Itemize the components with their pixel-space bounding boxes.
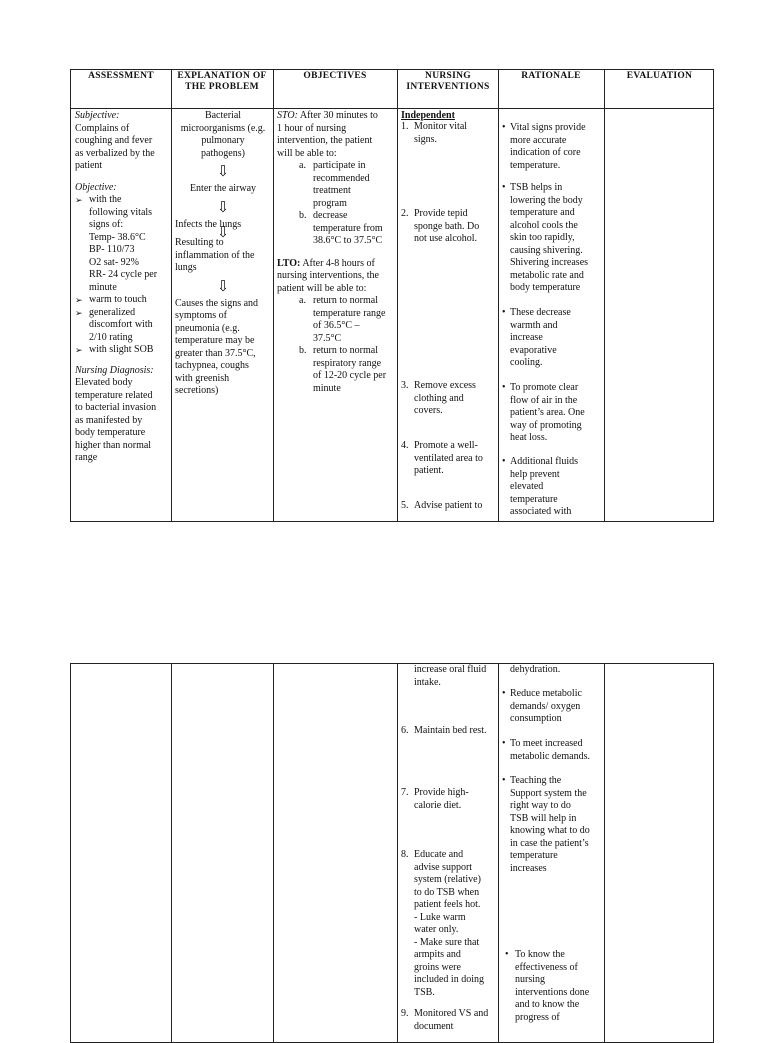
column-divider	[397, 664, 398, 1042]
column-divider	[397, 70, 398, 521]
bullet-icon: •	[502, 688, 506, 699]
bullet-icon: •	[502, 456, 506, 467]
rationale-item: • Vital signs provide more accurate indication of core temperature.	[502, 122, 586, 171]
rationale-item: • Teaching the Support system the right way to do TSB will help in knowing what to do in case the patient’s temperature increases	[502, 775, 590, 874]
explanation-step: Bacterial microorganisms (e.g. pulmonary pathogens)	[180, 110, 266, 159]
intervention-item: 3. Remove excess clothing and covers.	[401, 380, 476, 416]
rationale-item: • TSB helps in lowering the body temperature and alcohol cools the skin too rapidly, causing shivering. Shivering increases metabolic rate and body temperature	[502, 182, 589, 293]
rationale-item: • To promote clear flow of air in the patient’s area. One way of promoting heat loss.	[502, 382, 585, 443]
arrow-bullet-icon: ➢	[75, 195, 83, 205]
subjective-text: coughing and fever	[75, 135, 153, 146]
objective-item: a. participate in recommended treatment program	[299, 160, 370, 209]
assessment-cell	[75, 110, 170, 465]
intervention-continuation: increase oral fluid intake.	[414, 664, 487, 688]
column-divider	[498, 664, 499, 1042]
bullet-icon: •	[502, 122, 506, 133]
bullet-icon: •	[502, 307, 506, 318]
intervention-item: 2. Provide tepid sponge bath. Do not use alcohol.	[401, 208, 480, 244]
bullet-icon: •	[502, 775, 506, 786]
objective-item: ➢ warm to touch	[75, 294, 147, 305]
header-objectives: OBJECTIVES	[303, 71, 367, 81]
subjective-text: as verbalized by the	[75, 147, 155, 159]
independent-heading: Independent	[401, 110, 455, 121]
diagnosis-text: higher than normal	[75, 439, 152, 451]
rationale-item: • These decrease warmth and increase evaporative cooling.	[502, 307, 571, 368]
bullet-icon: •	[502, 382, 506, 393]
interventions-cell	[401, 110, 497, 520]
subjective-text: patient	[75, 160, 103, 171]
intervention-item: 9. Monitored VS and document	[401, 1008, 489, 1032]
header-assessment: ASSESSMENT	[88, 71, 154, 81]
diagnosis-text: as manifested by	[75, 414, 143, 426]
bullet-icon: •	[502, 738, 506, 749]
explanation-cell	[175, 110, 271, 398]
header-explanation: EXPLANATION OF THE PROBLEM	[177, 71, 267, 92]
column-divider	[604, 70, 605, 521]
care-plan-table-page-1	[70, 69, 714, 522]
objectives-cell	[277, 664, 395, 1034]
rationale-item: • To know the effectiveness of nursing interventions done and to know the progress of	[505, 949, 590, 1023]
bullet-icon: •	[502, 182, 506, 193]
lto-label: LTO:	[277, 257, 301, 269]
intervention-item: 8. Educate and advise support system (relative) to do TSB when patient feels hot. - Luke warm water only. - Make sure that armpits and groins were included in doing TSB.	[401, 849, 484, 998]
objective-label: Objective:	[75, 181, 117, 193]
nursing-diagnosis-label: Nursing Diagnosis:	[75, 364, 154, 376]
intervention-item: 1. Monitor vital signs.	[401, 121, 468, 145]
evaluation-cell	[608, 664, 712, 1034]
objective-item: ➢ generalized discomfort with 2/10 rating	[75, 306, 153, 343]
subjective-label: Subjective:	[75, 110, 120, 121]
explanation-step: Resulting to inflammation of the lungs	[175, 237, 255, 273]
rationale-cell	[502, 110, 602, 520]
diagnosis-text: temperature related	[75, 389, 153, 401]
diagnosis-text: range	[75, 452, 98, 463]
interventions-cell	[401, 664, 497, 1039]
column-divider	[498, 70, 499, 521]
objectives-cell: STO: After 30 minutes to 1 hour of nursing intervention, the patient will be able to: a. participate in recommended treatment program b. decrease temperature from 38.6°C to 37.5°C LTO: After 4-8 hours of nursing interventions, the patient will be able to: a. return to normal temperature range of 36.5°C – 37.5°C b. return to normal respiratory range of 12-20 cycle per minute	[277, 110, 395, 395]
diagnosis-text: body temperature	[75, 427, 146, 438]
explanation-cell	[175, 664, 271, 1034]
header-evaluation: EVALUATION	[626, 71, 693, 81]
intervention-item: 6. Maintain bed rest.	[401, 725, 487, 736]
diagnosis-text: Elevated body	[75, 377, 133, 388]
objective-item: ➢ with slight SOB	[75, 344, 154, 355]
column-divider	[273, 70, 274, 521]
rationale-item: • Additional fluids help prevent elevated temperature associated with	[502, 456, 579, 517]
header-nursing-interventions: NURSING INTERVENTIONS	[406, 71, 490, 92]
explanation-step: Causes the signs and symptoms of pneumonia (e.g. temperature may be greater than 37.5°C, tachypnea, coughs with greenish secretions)	[175, 297, 259, 396]
explanation-step: Infects the lungs	[175, 218, 242, 230]
care-plan-table-page-2	[70, 663, 714, 1043]
objective-item: b. return to normal respiratory range of 12-20 cycle per minute	[299, 345, 387, 394]
objective-item: ➢ with the following vitals signs of: Temp- 38.6°C BP- 110/73 O2 sat- 92% RR- 24 cycle per minute	[75, 194, 158, 293]
down-arrow-icon: ⇩	[216, 199, 230, 216]
header-rationale: RATIONALE	[521, 71, 581, 81]
column-divider	[171, 70, 172, 521]
objective-item: a. return to normal temperature range of 36.5°C – 37.5°C	[299, 295, 386, 344]
intervention-item: 5. Advise patient to	[401, 500, 483, 511]
intervention-item: 4. Promote a well- ventilated area to patient.	[401, 440, 483, 476]
rationale-cell	[502, 664, 602, 1039]
down-arrow-icon: ⇩	[216, 164, 230, 180]
down-arrow-icon: ⇩	[216, 278, 230, 295]
header-divider	[71, 108, 713, 109]
rationale-item: • To meet increased metabolic demands.	[502, 738, 590, 762]
evaluation-cell	[608, 110, 712, 520]
bullet-icon: •	[505, 949, 509, 960]
sto-label: STO:	[277, 110, 298, 121]
arrow-bullet-icon: ➢	[75, 295, 83, 305]
objective-item: b. decrease temperature from 38.6°C to 37.5°C	[299, 210, 383, 246]
subjective-text: Complains of	[75, 122, 130, 134]
rationale-item: • Reduce metabolic demands/ oxygen consumption	[502, 688, 582, 724]
diagnosis-text: to bacterial invasion	[75, 402, 157, 413]
arrow-bullet-icon: ➢	[75, 345, 83, 355]
rationale-continuation: dehydration.	[510, 664, 561, 675]
down-arrow-icon: ⇩	[216, 225, 230, 241]
column-divider	[273, 664, 274, 1042]
assessment-cell	[75, 664, 170, 1034]
explanation-step: Enter the airway	[189, 183, 257, 194]
column-divider	[604, 664, 605, 1042]
arrow-bullet-icon: ➢	[75, 307, 83, 318]
column-divider	[171, 664, 172, 1042]
intervention-item: 7. Provide high- calorie diet.	[401, 787, 469, 811]
